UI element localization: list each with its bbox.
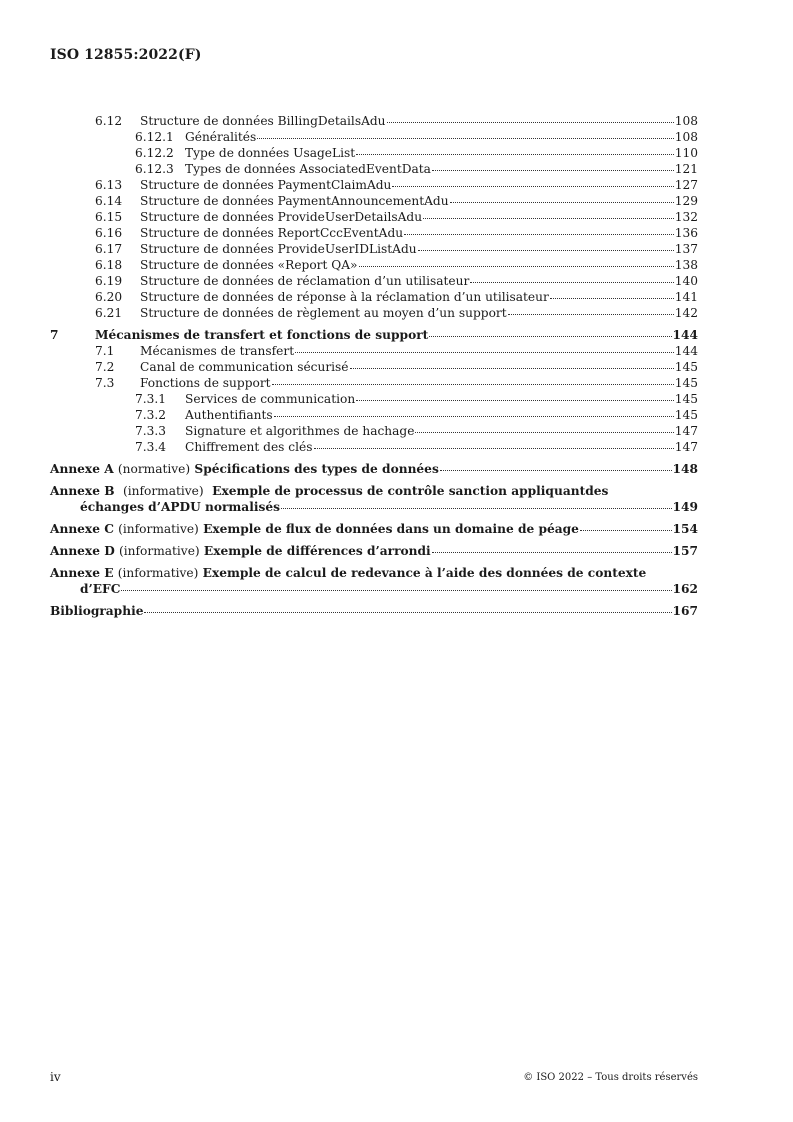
- toc-number: 6.17: [95, 242, 123, 256]
- toc-title-continued: d’EFC: [80, 582, 121, 596]
- toc-title: Structure de données de réclamation d’un utilisateur: [140, 274, 470, 288]
- toc-page: 144: [672, 328, 698, 342]
- toc-entry-6-18[interactable]: [50, 257, 698, 273]
- toc-number: 7.3.2: [135, 408, 167, 422]
- dot-leader: [392, 186, 673, 187]
- toc-title: Structure de données ProvideUserDetailsAdu: [140, 210, 423, 224]
- toc-title: Spécifications des types de données: [194, 462, 439, 476]
- annex-label: Annexe E: [50, 566, 114, 580]
- toc-page: 132: [674, 210, 698, 224]
- annex-label: Annexe C: [50, 522, 114, 536]
- toc-page: 147: [674, 424, 698, 438]
- toc-page: 108: [674, 114, 698, 128]
- toc-entry-6-12[interactable]: [50, 113, 698, 129]
- dot-leader: [432, 552, 672, 553]
- toc-page: 167: [672, 604, 698, 618]
- dot-leader: [144, 612, 671, 613]
- annex-type: (informative): [118, 522, 199, 536]
- toc-entry-6-17[interactable]: [50, 241, 698, 257]
- toc-page: 127: [674, 178, 698, 192]
- dot-leader: [121, 590, 671, 591]
- dot-leader: [580, 530, 672, 531]
- toc-page: 154: [672, 522, 698, 536]
- toc-number: 6.13: [95, 178, 123, 192]
- toc-title: Structure de données PaymentClaimAdu: [140, 178, 392, 192]
- toc-number: 6.12.3: [135, 162, 174, 176]
- toc-entry-6-12-1[interactable]: [50, 129, 698, 145]
- toc-entry-annex-d[interactable]: [50, 543, 698, 559]
- dot-leader: [404, 234, 674, 235]
- dot-leader: [272, 384, 674, 385]
- toc-title: Mécanismes de transfert et fonctions de support: [95, 328, 429, 342]
- toc-page: 145: [674, 376, 698, 390]
- annex-type: (normative): [117, 462, 191, 476]
- toc-entry-6-12-3[interactable]: [50, 161, 698, 177]
- toc-number: 6.14: [95, 194, 123, 208]
- annex-type: (informative): [117, 566, 199, 580]
- toc-title: Chiffrement des clés: [185, 440, 313, 454]
- toc-number: 7.1: [95, 344, 115, 358]
- annex-label: Annexe D: [50, 544, 115, 558]
- toc-title: Structure de données de règlement au moyen d’un support: [140, 306, 507, 320]
- toc-entry-7-3-4[interactable]: [50, 439, 698, 455]
- toc-title: Structure de données BillingDetailsAdu: [140, 114, 386, 128]
- toc-title: Signature et algorithmes de hachage: [185, 424, 415, 438]
- toc-title: Structure de données ReportCccEventAdu: [140, 226, 404, 240]
- toc-number: 6.12: [95, 114, 123, 128]
- toc-title: Types de données AssociatedEventData: [185, 162, 431, 176]
- toc-entry-7-3-1[interactable]: [50, 391, 698, 407]
- toc-title: Exemple de flux de données dans un domaine de péage: [203, 522, 579, 536]
- dot-leader: [415, 432, 673, 433]
- toc-number: 7.3.1: [135, 392, 167, 406]
- dot-leader: [432, 170, 674, 171]
- toc-title: Structure de données de réponse à la réclamation d’un utilisateur: [140, 290, 549, 304]
- toc-title: Bibliographie: [50, 604, 144, 618]
- toc-number: 7.3.4: [135, 440, 167, 454]
- toc-page: 145: [674, 408, 698, 422]
- toc-page: 145: [674, 360, 698, 374]
- annex-title-line1: [50, 483, 698, 499]
- toc-entry-7-3-2[interactable]: [50, 407, 698, 423]
- toc-page: 108: [674, 130, 698, 144]
- dot-leader: [450, 202, 674, 203]
- annex-label: Annexe A: [50, 462, 114, 476]
- toc-entry-7-2[interactable]: [50, 359, 698, 375]
- toc-number: 7.3.3: [135, 424, 167, 438]
- toc-number: 6.20: [95, 290, 123, 304]
- toc-page: 144: [674, 344, 698, 358]
- toc-number: 6.12.1: [135, 130, 174, 144]
- toc-page: 138: [674, 258, 698, 272]
- toc-entry-7-3-3[interactable]: [50, 423, 698, 439]
- toc-entry-annex-e[interactable]: [50, 565, 698, 597]
- dot-leader: [356, 154, 674, 155]
- dot-leader: [350, 368, 674, 369]
- dot-leader: [314, 448, 674, 449]
- annex-title-line1: [50, 565, 698, 581]
- toc-page: 145: [674, 392, 698, 406]
- toc-entry-6-15[interactable]: [50, 209, 698, 225]
- toc-entry-bibliography[interactable]: [50, 603, 698, 619]
- toc-entry-annex-c[interactable]: [50, 521, 698, 537]
- page-number: iv: [50, 1070, 61, 1084]
- toc-title: Exemple de calcul de redevance à l’aide des données de contexte: [202, 566, 647, 580]
- toc-title: Mécanismes de transfert: [140, 344, 295, 358]
- toc-title: Structure de données «Report QA»: [140, 258, 358, 272]
- annex-title-line2: [50, 581, 698, 597]
- toc-entry-7-1[interactable]: [50, 343, 698, 359]
- toc-entry-annex-a[interactable]: [50, 461, 698, 477]
- dot-leader: [387, 122, 674, 123]
- toc-entry-6-14[interactable]: [50, 193, 698, 209]
- toc-title: Exemple de processus de contrôle sanction appliquantdes: [212, 484, 609, 498]
- copyright-notice: © ISO 2022 – Tous droits réservés: [523, 1072, 698, 1083]
- toc-entry-6-16[interactable]: [50, 225, 698, 241]
- toc-entry-7[interactable]: [50, 327, 698, 343]
- toc-number: 6.12.2: [135, 146, 174, 160]
- toc-page: 129: [674, 194, 698, 208]
- dot-leader: [295, 352, 674, 353]
- toc-entry-6-20[interactable]: [50, 289, 698, 305]
- dot-leader: [274, 416, 674, 417]
- toc-number: 7: [50, 328, 59, 342]
- toc-entry-6-21[interactable]: [50, 305, 698, 321]
- toc-title: Généralités: [185, 130, 257, 144]
- toc-title: Type de données UsageList: [185, 146, 356, 160]
- dot-leader: [508, 314, 674, 315]
- toc-entry-6-19[interactable]: [50, 273, 698, 289]
- toc-number: 6.16: [95, 226, 123, 240]
- toc-page: 140: [674, 274, 698, 288]
- dot-leader: [550, 298, 674, 299]
- toc-entry-6-13[interactable]: [50, 177, 698, 193]
- dot-leader: [359, 266, 674, 267]
- toc-entry-7-3[interactable]: [50, 375, 698, 391]
- toc-number: 7.3: [95, 376, 115, 390]
- toc-title: Structure de données PaymentAnnouncementAdu: [140, 194, 449, 208]
- toc-page: 157: [672, 544, 698, 558]
- toc-title: Exemple de différences d’arrondi: [203, 544, 431, 558]
- toc-page: 137: [674, 242, 698, 256]
- toc-page: 162: [672, 582, 698, 596]
- toc-entry-annex-b[interactable]: [50, 483, 698, 515]
- toc-page: 142: [674, 306, 698, 320]
- dot-leader: [429, 336, 671, 337]
- toc-page: 141: [674, 290, 698, 304]
- toc-page: 149: [672, 500, 698, 514]
- toc-number: 6.19: [95, 274, 123, 288]
- annex-type: (informative): [119, 544, 200, 558]
- dot-leader: [440, 470, 672, 471]
- toc-entry-6-12-2[interactable]: [50, 145, 698, 161]
- document-id: ISO 12855:2022(F): [50, 47, 202, 63]
- dot-leader: [418, 250, 674, 251]
- toc-number: 7.2: [95, 360, 115, 374]
- toc-number: 6.15: [95, 210, 123, 224]
- table-of-contents: [50, 113, 698, 619]
- dot-leader: [281, 508, 672, 509]
- toc-title-continued: échanges d’APDU normalisés: [80, 500, 280, 514]
- toc-title: Canal de communication sécurisé: [140, 360, 349, 374]
- dot-leader: [423, 218, 674, 219]
- annex-label: Annexe B: [50, 484, 115, 498]
- dot-leader: [257, 138, 673, 139]
- toc-title: Services de communication: [185, 392, 356, 406]
- toc-page: 110: [674, 146, 698, 160]
- toc-number: 6.21: [95, 306, 123, 320]
- annex-type: (informative): [123, 484, 204, 498]
- dot-leader: [356, 400, 674, 401]
- toc-page: 147: [674, 440, 698, 454]
- annex-title-line2: [50, 499, 698, 515]
- toc-title: Authentifiants: [185, 408, 273, 422]
- dot-leader: [470, 282, 673, 283]
- toc-page: 121: [674, 162, 698, 176]
- toc-title: Fonctions de support: [140, 376, 271, 390]
- toc-page: 136: [674, 226, 698, 240]
- toc-page: 148: [672, 462, 698, 476]
- toc-title: Structure de données ProvideUserIDListAdu: [140, 242, 417, 256]
- toc-number: 6.18: [95, 258, 123, 272]
